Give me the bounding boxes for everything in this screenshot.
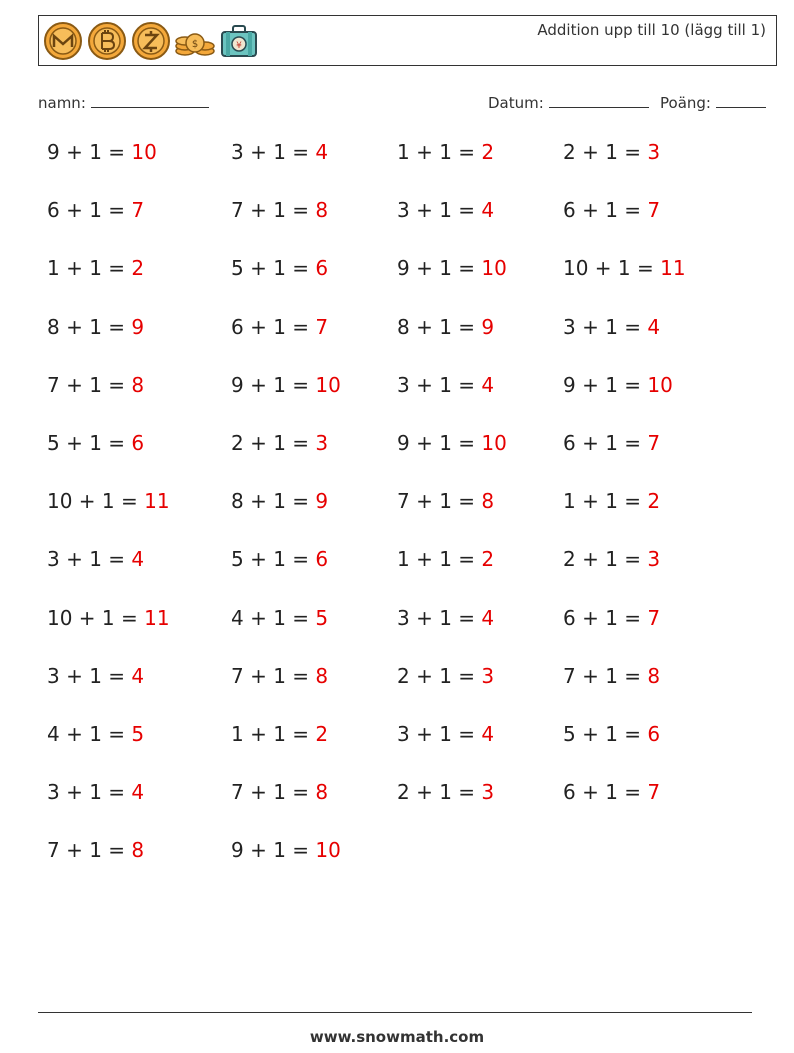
problem-answer: 4: [481, 605, 495, 630]
problem-question: 5 + 1 =: [563, 722, 648, 746]
problem-item: [397, 722, 494, 746]
name-label: namn:: [38, 94, 86, 112]
problem-item: [563, 315, 660, 339]
problem-question: 1 + 1 =: [47, 256, 132, 281]
problem-question: 4 + 1 =: [47, 722, 132, 746]
footer-url: www.snowmath.com: [309, 1028, 485, 1046]
date-field: [488, 93, 649, 112]
problem-item: [231, 547, 328, 571]
problem-item: [231, 838, 341, 862]
problem-answer: 2: [131, 256, 145, 281]
problem-item: [563, 547, 660, 571]
problem-answer: 11: [144, 489, 170, 514]
problem-item: [47, 489, 170, 513]
problem-answer: 10: [131, 140, 157, 164]
problem-item: [231, 664, 328, 688]
problem-answer: 7: [315, 314, 329, 339]
problem-answer: 9: [131, 314, 145, 339]
problem-item: [563, 256, 686, 280]
problem-answer: 4: [481, 198, 495, 223]
problem-answer: 7: [131, 198, 145, 223]
problem-answer: 7: [647, 605, 661, 630]
problem-answer: 2: [481, 140, 495, 164]
problem-item: [47, 140, 157, 164]
problem-item: [563, 606, 660, 630]
problem-item: [397, 373, 494, 397]
name-line[interactable]: [91, 93, 209, 108]
score-label: Poäng:: [660, 94, 711, 112]
zcash-coin-icon: [131, 21, 171, 61]
problem-question: 2 + 1 =: [231, 431, 316, 455]
problem-item: [231, 198, 328, 222]
problem-answer: 4: [481, 372, 495, 397]
name-field: [38, 93, 209, 112]
problem-item: [397, 315, 494, 339]
problem-question: 6 + 1 =: [47, 198, 132, 223]
problem-question: 10 + 1 =: [563, 256, 661, 281]
problem-item: [231, 373, 341, 397]
problem-answer: 10: [647, 372, 673, 397]
problem-item: [563, 664, 660, 688]
problem-answer: 8: [315, 663, 329, 688]
problem-question: 1 + 1 =: [563, 489, 648, 514]
problem-question: 3 + 1 =: [47, 547, 132, 572]
problem-answer: 2: [481, 547, 495, 572]
problem-answer: 4: [131, 547, 145, 572]
problem-question: 7 + 1 =: [231, 198, 316, 223]
problem-question: 7 + 1 =: [47, 372, 132, 397]
problem-question: 7 + 1 =: [231, 780, 316, 805]
bitcoin-coin-icon: [87, 21, 127, 61]
problem-question: 6 + 1 =: [563, 780, 648, 805]
problem-question: 2 + 1 =: [563, 140, 648, 164]
problem-item: [563, 780, 660, 804]
problem-question: 5 + 1 =: [47, 431, 132, 455]
problem-question: 6 + 1 =: [563, 431, 648, 455]
score-field: [660, 93, 766, 112]
problem-answer: 7: [647, 431, 661, 455]
problem-item: [563, 722, 660, 746]
score-line[interactable]: [716, 93, 766, 108]
problem-answer: 8: [481, 489, 495, 514]
svg-text:$: $: [191, 39, 199, 50]
problem-answer: 10: [481, 256, 507, 281]
problem-answer: 9: [481, 314, 495, 339]
monero-coin-icon: [43, 21, 83, 61]
problem-question: 8 + 1 =: [397, 314, 482, 339]
problem-item: [563, 489, 660, 513]
problem-item: [231, 489, 328, 513]
problem-item: [47, 838, 144, 862]
problem-answer: 4: [481, 722, 495, 746]
problem-question: 2 + 1 =: [397, 663, 482, 688]
problem-item: [397, 489, 494, 513]
problem-item: [231, 606, 328, 630]
problem-question: 3 + 1 =: [563, 314, 648, 339]
problem-question: 1 + 1 =: [397, 547, 482, 572]
problem-item: [563, 198, 660, 222]
problem-item: [47, 606, 170, 630]
problem-answer: 9: [315, 489, 329, 514]
problem-item: [47, 780, 144, 804]
problem-item: [47, 722, 144, 746]
problem-question: 7 + 1 =: [563, 663, 648, 688]
problem-answer: 10: [315, 838, 341, 863]
problem-question: 3 + 1 =: [397, 372, 482, 397]
problem-item: [397, 606, 494, 630]
problem-answer: 11: [660, 256, 686, 281]
problem-question: 2 + 1 =: [563, 547, 648, 572]
problem-question: 1 + 1 =: [231, 722, 316, 746]
problem-item: [397, 256, 507, 280]
problem-answer: 10: [315, 372, 341, 397]
coin-stack-icon: [175, 21, 215, 61]
problem-answer: 6: [315, 547, 329, 572]
problem-item: [231, 780, 328, 804]
date-line[interactable]: [549, 93, 649, 108]
problem-item: [47, 256, 144, 280]
problem-item: [563, 373, 673, 397]
problem-question: 8 + 1 =: [231, 489, 316, 514]
problem-question: 7 + 1 =: [231, 663, 316, 688]
problem-answer: 8: [131, 372, 145, 397]
problem-item: [231, 315, 328, 339]
problem-question: 9 + 1 =: [47, 140, 132, 164]
problem-question: 7 + 1 =: [397, 489, 482, 514]
problem-answer: 11: [144, 605, 170, 630]
problem-question: 7 + 1 =: [47, 838, 132, 863]
problem-answer: 7: [647, 198, 661, 223]
problem-question: 8 + 1 =: [47, 314, 132, 339]
problem-question: 5 + 1 =: [231, 256, 316, 281]
problem-answer: 3: [647, 547, 661, 572]
problem-question: 3 + 1 =: [397, 605, 482, 630]
problem-answer: 8: [315, 780, 329, 805]
problem-item: [563, 431, 660, 455]
problem-answer: 7: [647, 780, 661, 805]
problem-question: 10 + 1 =: [47, 605, 145, 630]
problem-item: [47, 664, 144, 688]
problem-item: [397, 664, 494, 688]
problem-answer: 5: [315, 605, 329, 630]
problem-question: 3 + 1 =: [397, 198, 482, 223]
problem-question: 10 + 1 =: [47, 489, 145, 514]
problem-item: [47, 431, 144, 455]
problem-question: 6 + 1 =: [563, 198, 648, 223]
problem-question: 3 + 1 =: [47, 663, 132, 688]
problem-question: 9 + 1 =: [231, 372, 316, 397]
problem-item: [47, 198, 144, 222]
svg-text:¥: ¥: [236, 41, 242, 51]
problem-question: 3 + 1 =: [397, 722, 482, 746]
problem-answer: 4: [131, 780, 145, 805]
problem-question: 5 + 1 =: [231, 547, 316, 572]
problem-answer: 4: [315, 140, 329, 164]
problem-item: [397, 431, 507, 455]
problem-answer: 6: [647, 722, 661, 746]
problem-answer: 8: [131, 838, 145, 863]
problem-item: [397, 547, 494, 571]
worksheet-title: Addition upp till 10 (lägg till 1): [537, 21, 766, 39]
problem-item: [397, 198, 494, 222]
problem-question: 3 + 1 =: [47, 780, 132, 805]
problem-answer: 3: [315, 431, 329, 455]
date-label: Datum:: [488, 94, 544, 112]
problem-answer: 2: [315, 722, 329, 746]
problem-item: [47, 373, 144, 397]
icon-strip: [43, 20, 259, 62]
problem-question: 3 + 1 =: [231, 140, 316, 164]
problem-item: [563, 140, 660, 164]
problem-answer: 3: [647, 140, 661, 164]
problem-question: 4 + 1 =: [231, 605, 316, 630]
problem-item: [47, 547, 144, 571]
problem-item: [231, 140, 328, 164]
problem-question: 6 + 1 =: [563, 605, 648, 630]
problem-answer: 10: [481, 431, 507, 455]
problem-answer: 8: [647, 663, 661, 688]
footer-divider: [38, 1012, 752, 1013]
problem-answer: 4: [131, 663, 145, 688]
problem-question: 9 + 1 =: [397, 431, 482, 455]
money-briefcase-icon: [219, 21, 259, 61]
problem-answer: 4: [647, 314, 661, 339]
problem-answer: 8: [315, 198, 329, 223]
problem-answer: 5: [131, 722, 145, 746]
problem-question: 9 + 1 =: [563, 372, 648, 397]
problem-item: [231, 256, 328, 280]
problem-item: [397, 780, 494, 804]
problem-answer: 3: [481, 663, 495, 688]
problem-item: [231, 431, 328, 455]
problem-item: [47, 315, 144, 339]
problem-answer: 6: [315, 256, 329, 281]
problem-answer: 2: [647, 489, 661, 514]
problem-item: [231, 722, 328, 746]
problem-question: 2 + 1 =: [397, 780, 482, 805]
problem-question: 9 + 1 =: [397, 256, 482, 281]
problem-answer: 3: [481, 780, 495, 805]
header-box: [38, 15, 777, 66]
problem-question: 6 + 1 =: [231, 314, 316, 339]
problem-question: 9 + 1 =: [231, 838, 316, 863]
problem-answer: 6: [131, 431, 145, 455]
problem-item: [397, 140, 494, 164]
problem-question: 1 + 1 =: [397, 140, 482, 164]
